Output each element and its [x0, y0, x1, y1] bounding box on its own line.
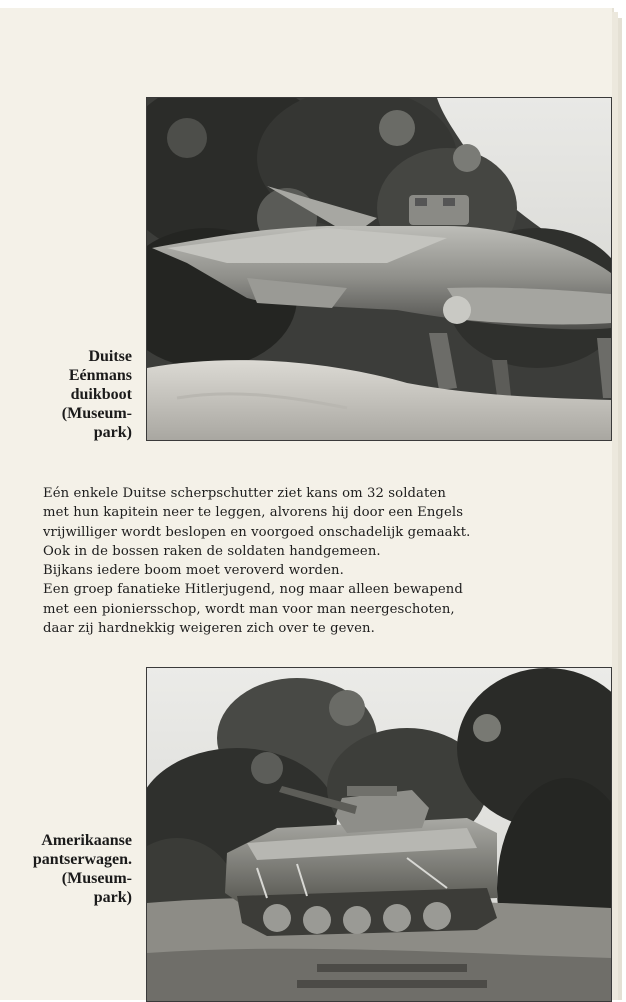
caption-line: (Museum- [61, 405, 132, 422]
caption-line: Amerikaanse [41, 832, 132, 849]
text-line: Bijkans iedere boom moet veroverd worden. [43, 563, 344, 579]
text-line: Eén enkele Duitse scherpschutter ziet kans om 32 soldaten [43, 486, 446, 501]
submarine-caption [12, 347, 132, 442]
text-line: daar zij hardnekkig weigeren zich over te geven. [43, 621, 375, 637]
text-line: Een groep fanatieke Hitlerjugend, nog maar alleen bewapend [43, 582, 463, 598]
caption-line: pantserwagen. [32, 851, 132, 868]
text-line: met een pioniersschop, wordt man voor man neergeschoten, [43, 601, 455, 617]
caption-line: duikboot [70, 386, 132, 403]
caption-line: park) [93, 424, 132, 441]
page-edge [618, 18, 622, 1000]
text-line: met hun kapitein neer te leggen, alvorens hij door een Engels [43, 505, 464, 521]
caption-line: Eénmans [68, 367, 132, 384]
article-text [43, 484, 603, 638]
caption-line: park) [93, 889, 132, 906]
text-line: vrijwilliger wordt beslopen en voorgoed onschadelijk gemaakt. [43, 524, 471, 540]
text-line: Ook in de bossen raken de soldaten handgemeen. [43, 543, 381, 559]
caption-line: Duitse [88, 348, 132, 365]
armored-vehicle-photo [146, 667, 612, 1002]
caption-line: (Museum- [61, 870, 132, 887]
armored-vehicle-caption [2, 831, 132, 907]
submarine-photo [146, 97, 612, 441]
